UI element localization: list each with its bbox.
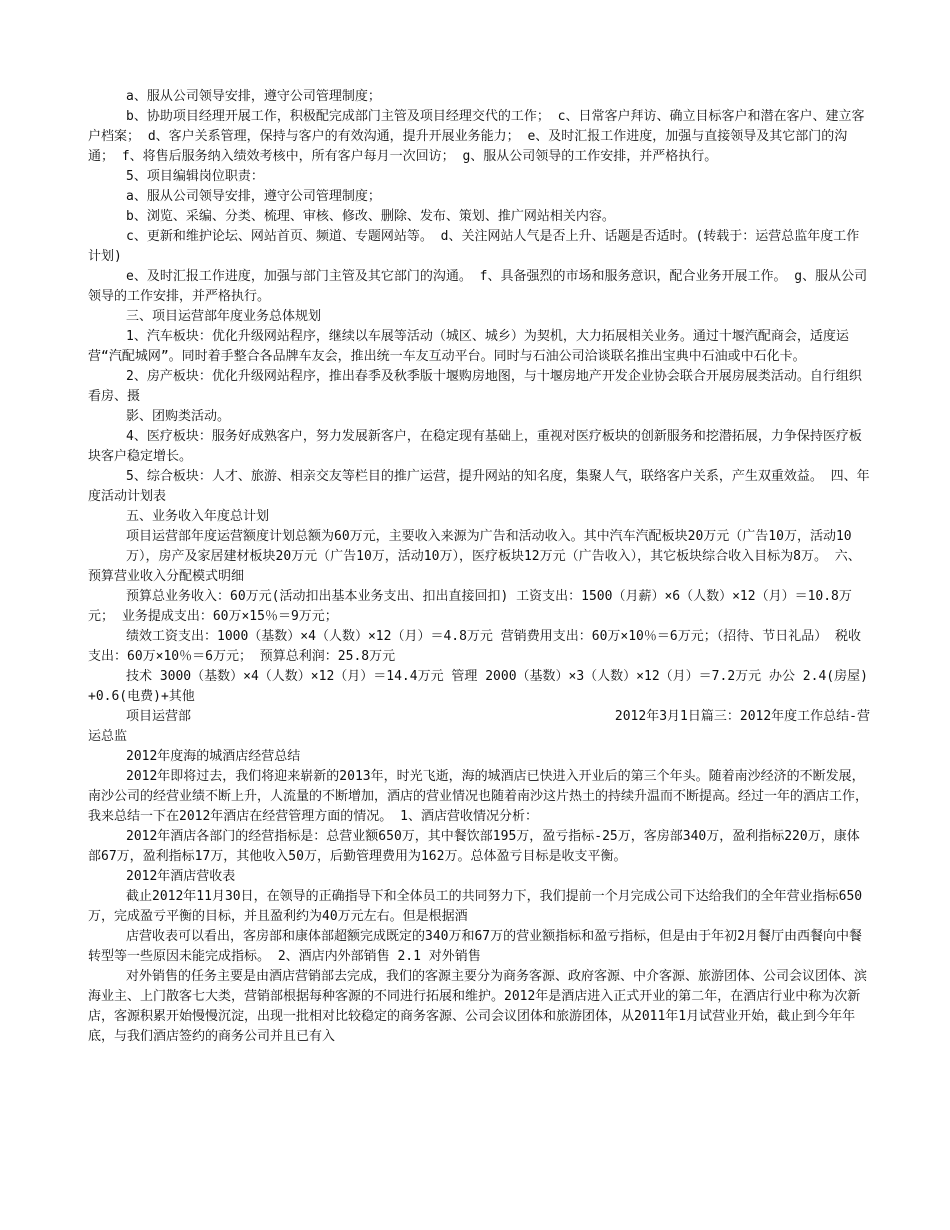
paragraph-external-sales: 对外销售的任务主要是由酒店营销部去完成，我们的客源主要分为商务客源、政府客源、中介客源、旅游团体、公司会议团体、滨海业主、上门散客七大类，营销部根据每种客源的不同进行拓展和维护。2012年是酒店进入正式开业的第二年，在酒店行业中称为次新店，客源积累开始慢慢沉淀，出现一批相对比较稳定的商务客源、公司会议团体和旅游团体，从2011年1月试营业开始，截止到今年年底，与我们酒店签约的商务公司并且已有入	[88, 969, 868, 1044]
paragraph-budget-total: 预算总业务收入：60万元(活动扣出基本业务支出、扣出直接回扣) 工资支出：1500（月薪）×6（人数）×12（月）＝10.8万元； 业务提成支出：60万×15％＝9万元；	[88, 589, 852, 624]
dept-name: 项目运营部	[126, 709, 192, 724]
paragraph-hotel-progress: 截止2012年11月30日，在领导的正确指导下和全体员工的共同努力下，我们提前一个月完成公司下达给我们的全年营业指标650万，完成盈亏平衡的目标，并且盈利约为40万元左右。但是根据酒	[88, 889, 863, 924]
hotel-summary-title: 2012年度海的城酒店经营总结	[126, 749, 301, 764]
paragraph-realestate-cont: 影、团购类活动。	[126, 409, 231, 424]
paragraph-medical-sector: 4、医疗板块：服务好成熟客户，努力发展新客户，在稳定现有基础上，重视对医疗板块的创新服务和挖潜拓展，力争保持医疗板块客户稳定增长。	[88, 429, 862, 464]
paragraph-hotel-analysis: 店营收表可以看出，客房部和康体部超额完成既定的340万和67万的营业额指标和盈亏指标，但是由于年初2月餐厅由西餐向中餐转型等一些原因未能完成指标。 2、酒店内外部销售 2.1 对外销售	[88, 929, 862, 964]
paragraph-hotel-intro: 2012年即将过去，我们将迎来崭新的2013年，时光飞逝，海的城酒店已快进入开业后的第三个年头。随着南沙经济的不断发展，南沙公司的经营业绩不断上升，人流量的不断增加，酒店的营业情况也随着南沙这片热土的持续升温而不断提高。经过一年的酒店工作，我来总结一下在2012年酒店在经营管理方面的情况。 1、酒店营收情况分析：	[88, 769, 869, 824]
paragraph-income-plan-cont: 万），房产及家居建材板块20万元（广告10万，活动10万），医疗板块12万元（广告收入），其它板块综合收入目标为8万。 六、预算营业收入分配模式明细	[88, 549, 861, 584]
paragraph-income-plan: 项目运营部年度运营额度计划总额为60万元，主要收入来源为广告和活动收入。其中汽车汽配板块20万元（广告10万，活动10	[126, 529, 852, 544]
paragraph-hotel-targets: 2012年酒店各部门的经营指标是：总营业额650万，其中餐饮部195万，盈亏指标-25万，客房部340万，盈利指标220万，康体部67万，盈利指标17万，其他收入50万，后勤管理费用为162万。总体盈亏目标是收支平衡。	[88, 829, 860, 864]
section-heading-income: 五、业务收入年度总计划	[126, 509, 270, 524]
paragraph-editor-c-d: c、更新和维护论坛、网站首页、频道、专题网站等。 d、关注网站人气是否上升、话题是否适时。(转载于：运营总监年度工作计划)	[88, 229, 860, 264]
paragraph-duty-a: a、服从公司领导安排，遵守公司管理制度；	[126, 89, 381, 104]
hotel-revenue-table-title: 2012年酒店营收表	[126, 869, 236, 884]
date-title: 2012年3月1日篇三：2012年度工作总结-营	[614, 709, 870, 724]
paragraph-budget-performance: 绩效工资支出：1000（基数）×4（人数）×12（月）＝4.8万元 营销费用支出：60万×10％＝6万元；（招待、节日礼品） 税收支出：60万×10％＝6万元； 预算总利润：25.8万元	[88, 629, 862, 664]
paragraph-editor-e-g: e、及时汇报工作进度，加强与部门主管及其它部门的沟通。 f、具备强烈的市场和服务意识，配合业务开展工作。 g、服从公司领导的工作安排，并严格执行。	[88, 269, 868, 304]
paragraph-duty-b-g: b、协助项目经理开展工作，积极配完成部门主管及项目经理交代的工作； c、日常客户拜访、确立目标客户和潜在客户、建立客户档案； d、客户关系管理，保持与客户的有效沟通，提升开展业务能力； e、及时汇报工作进度，加强与直接领导及其它部门的沟通； f、将售后服务纳入绩效考核中，所有客户每月一次回访； g、服从公司领导的工作安排，并严格执行。	[88, 109, 865, 164]
paragraph-editor-a: a、服从公司领导安排，遵守公司管理制度；	[126, 189, 381, 204]
dept-date-line	[88, 707, 870, 727]
section-heading-plan: 三、项目运营部年度业务总体规划	[126, 309, 322, 324]
paragraph-realestate-sector: 2、房产板块：优化升级网站程序，推出春季及秋季版十堰购房地图，与十堰房地产开发企业协会联合开展房展类活动。自行组织看房、摄	[88, 369, 862, 404]
paragraph-general-sector: 5、综合板块：人才、旅游、相亲交友等栏目的推广运营，提升网站的知名度，集聚人气，联络客户关系，产生双重效益。 四、年度活动计划表	[88, 469, 870, 504]
paragraph-editor-b: b、浏览、采编、分类、梳理、审核、修改、删除、发布、策划、推广网站相关内容。	[126, 209, 615, 224]
paragraph-auto-sector: 1、汽车板块：优化升级网站程序，继续以车展等活动（城区、城乡）为契机，大力拓展相关业务。通过十堰汽配商会，适度运营“汽配城网”。同时着手整合各品牌车友会，推出统一车友互动平台。同时与石油公司洽谈联名推出宝典中石油或中石化卡。	[88, 329, 849, 364]
paragraph-budget-tech: 技术 3000（基数）×4（人数）×12（月）＝14.4万元 管理 2000（基数）×3（人数）×12（月）＝7.2万元 办公 2.4(房屋) +0.6(电费)+其他	[88, 669, 868, 704]
date-title-continuation: 运总监	[88, 729, 128, 744]
paragraph-editor-heading: 5、项目编辑岗位职责：	[126, 169, 264, 184]
